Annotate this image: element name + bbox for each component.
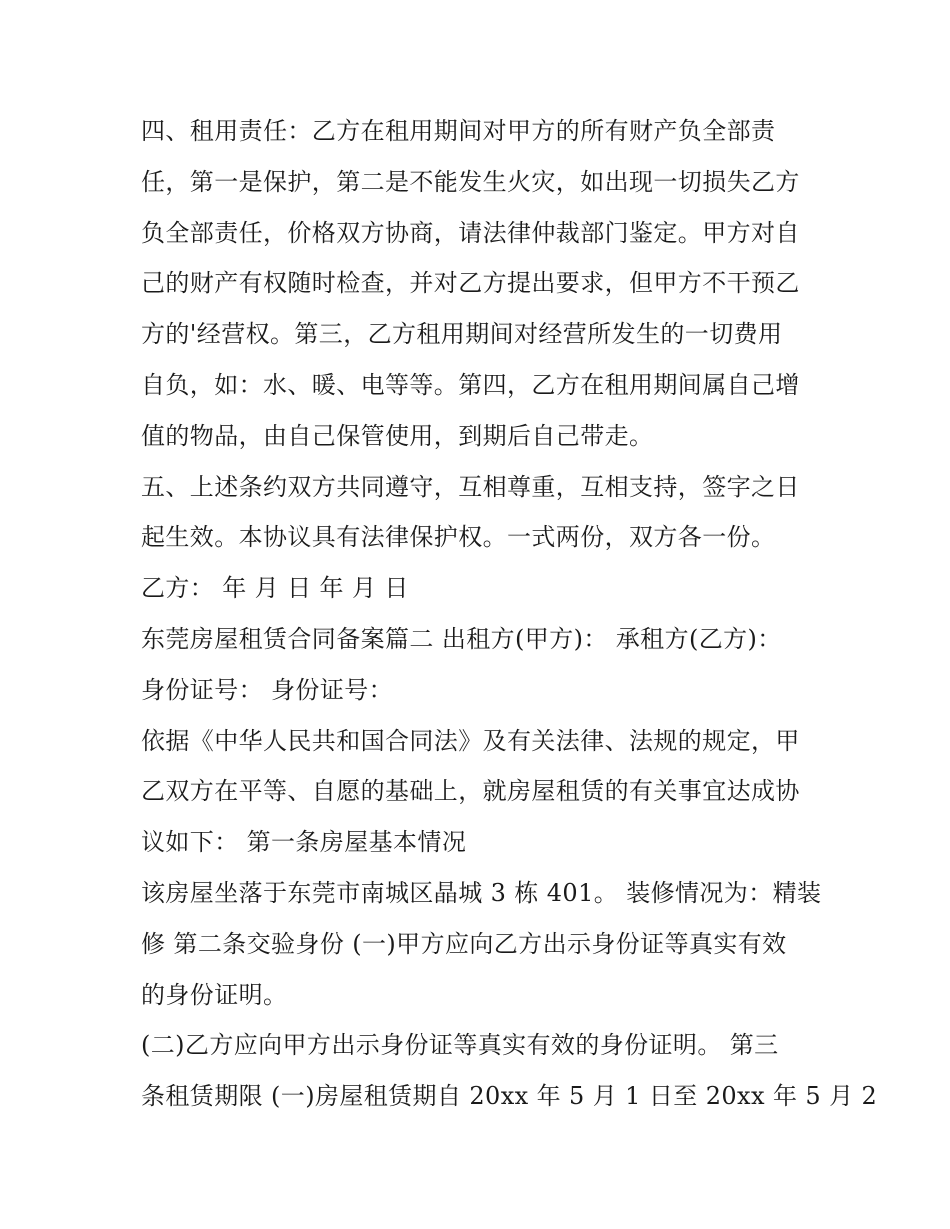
text-line: 方的'经营权。第三，乙方租用期间对经营所发生的一切费用 <box>141 320 783 349</box>
text-line: 该房屋坐落于东莞市南城区晶城 3 栋 401。 装修情况为：精装 <box>141 878 822 907</box>
text-line: 议如下： 第一条房屋基本情况 <box>141 828 467 857</box>
text-line: 修 第二条交验身份 (一)甲方应向乙方出示身份证等真实有效 <box>141 929 787 958</box>
text-line: 五、上述条约双方共同遵守，互相尊重，互相支持，签字之日 <box>141 472 800 501</box>
signature-date-line: 乙方： 年 月 日 年 月 日 <box>141 574 409 603</box>
text-line: 值的物品，由自己保管使用，到期后自己带走。 <box>141 421 654 450</box>
text-line: (二)乙方应向甲方出示身份证等真实有效的身份证明。 第三 <box>141 1031 779 1060</box>
text-line: 负全部责任，价格双方协商，请法律仲裁部门鉴定。甲方对自 <box>141 218 800 247</box>
id-number-line: 身份证号： 身份证号： <box>141 675 394 704</box>
text-line: 自负，如：水、暖、电等等。第四，乙方在租用期间属自己增 <box>141 370 800 399</box>
text-line: 任，第一是保护，第二是不能发生火灾，如出现一切损失乙方 <box>141 167 800 196</box>
document-body <box>141 106 878 1122</box>
text-line: 依据《中华人民共和国合同法》及有关法律、法规的规定，甲 <box>141 726 800 755</box>
contract-heading-line: 东莞房屋租赁合同备案篇二 出租方(甲方)： 承租方(乙方)： <box>141 624 782 653</box>
text-line: 条租赁期限 (一)房屋租赁期自 20xx 年 5 月 1 日至 20xx 年 5 月 2 <box>141 1082 878 1111</box>
text-line: 的身份证明。 <box>141 980 288 1009</box>
text-line: 起生效。本协议具有法律保护权。一式两份，双方各一份。 <box>141 523 776 552</box>
text-line: 乙双方在平等、自愿的基础上，就房屋租赁的有关事宜达成协 <box>141 777 800 806</box>
text-line: 己的财产有权随时检查，并对乙方提出要求，但甲方不干预乙 <box>141 269 800 298</box>
text-line: 四、租用责任：乙方在租用期间对甲方的所有财产负全部责 <box>141 117 776 145</box>
